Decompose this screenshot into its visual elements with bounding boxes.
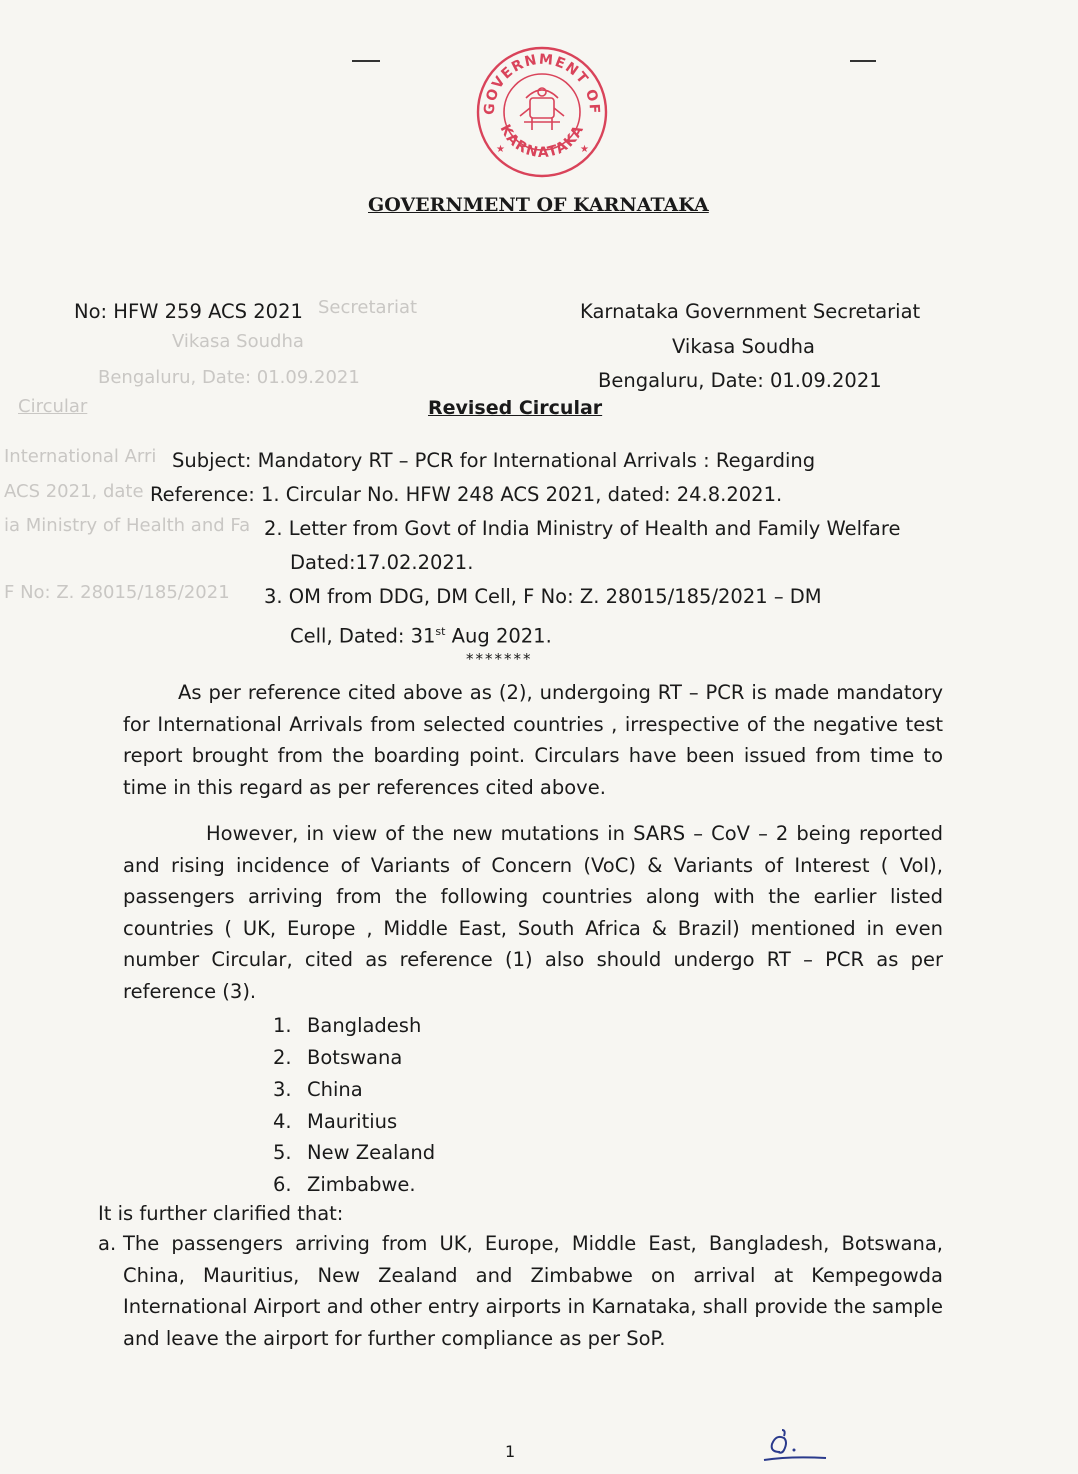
handwritten-initials-icon — [760, 1428, 830, 1464]
seal-bottom-text: KARNATAKA — [496, 122, 588, 162]
separator: ******* — [466, 650, 533, 668]
scan-mark — [352, 60, 380, 62]
bleed-through-text: Secretariat — [318, 297, 418, 318]
bleed-through-text: F No: Z. 28015/185/2021 — [4, 582, 230, 603]
svg-text:★: ★ — [496, 144, 505, 155]
page-number: 1 — [505, 1442, 516, 1461]
address-line-1: Karnataka Government Secretariat — [580, 300, 921, 323]
bleed-through-text: Bengaluru, Date: 01.09.2021 — [98, 367, 360, 388]
scan-mark — [850, 60, 876, 62]
point-a-label: a. — [98, 1232, 117, 1255]
page-heading: GOVERNMENT OF KARNATAKA — [368, 194, 709, 216]
list-item: 5. New Zealand — [273, 1141, 436, 1164]
list-item: 4. Mauritius — [273, 1110, 398, 1133]
list-item: 6. Zimbabwe. — [273, 1173, 416, 1196]
circular-title: Revised Circular — [428, 397, 603, 419]
government-seal-icon — [474, 40, 610, 184]
bleed-through-text: ia Ministry of Health and Fa — [4, 515, 251, 536]
bleed-through-text: International Arri — [4, 446, 157, 467]
subject-line: Subject: Mandatory RT – PCR for International Arrivals : Regarding — [172, 449, 816, 472]
bleed-through-text: ACS 2021, date — [4, 481, 144, 502]
reference-3: 3. OM from DDG, DM Cell, F No: Z. 28015/185/2021 – DM — [264, 585, 822, 608]
reference-3-date: Cell, Dated: 31st Aug 2021. — [290, 624, 552, 648]
address-date-line: Bengaluru, Date: 01.09.2021 — [598, 369, 882, 392]
address-line-2: Vikasa Soudha — [672, 335, 815, 358]
reference-2-date: Dated:17.02.2021. — [290, 551, 474, 574]
clarification-intro: It is further clarified that: — [98, 1202, 344, 1225]
svg-text:KARNATAKA — [497, 122, 588, 161]
reference-number: No: HFW 259 ACS 2021 — [74, 300, 303, 323]
reference-1: Reference: 1. Circular No. HFW 248 ACS 2021, dated: 24.8.2021. — [150, 483, 783, 506]
list-item: 2. Botswana — [273, 1046, 403, 1069]
paragraph-1: As per reference cited above as (2), undergoing RT – PCR is made mandatory for International Arrivals from selected countries , irrespective of the negative test report brought from the boarding point. Circulars have been issued from time to time in this regard as per references cited above. — [123, 681, 943, 799]
bleed-through-text: Vikasa Soudha — [172, 331, 304, 352]
list-item: 3. China — [273, 1078, 363, 1101]
list-item: 1. Bangladesh — [273, 1014, 422, 1037]
svg-text:GOVERNMENT OF — [482, 52, 603, 116]
seal-top-text: GOVERNMENT OF — [481, 51, 603, 116]
reference-2: 2. Letter from Govt of India Ministry of Health and Family Welfare — [264, 517, 901, 540]
bleed-through-text: Circular — [18, 396, 88, 417]
paragraph-2: However, in view of the new mutations in SARS – CoV – 2 being reported and rising incidence of Variants of Concern (VoC) & Variants of Interest ( VoI), passengers arriving from the following countries along with the earlier listed countries ( UK, Europe , Middle East, South Africa & Brazil) mentioned in even number Circular, cited as reference (1) also should undergo RT – PCR as per reference (3). — [123, 822, 943, 1003]
svg-text:★: ★ — [580, 144, 589, 155]
point-a-text: The passengers arriving from UK, Europe, Middle East, Bangladesh, Botswana, China, Mauritius, New Zealand and Zimbabwe on arrival at Kempegowda International Airport and other entry airports in Karnataka, shall provide the sample and leave the airport for further compliance as per SoP. — [123, 1232, 943, 1350]
